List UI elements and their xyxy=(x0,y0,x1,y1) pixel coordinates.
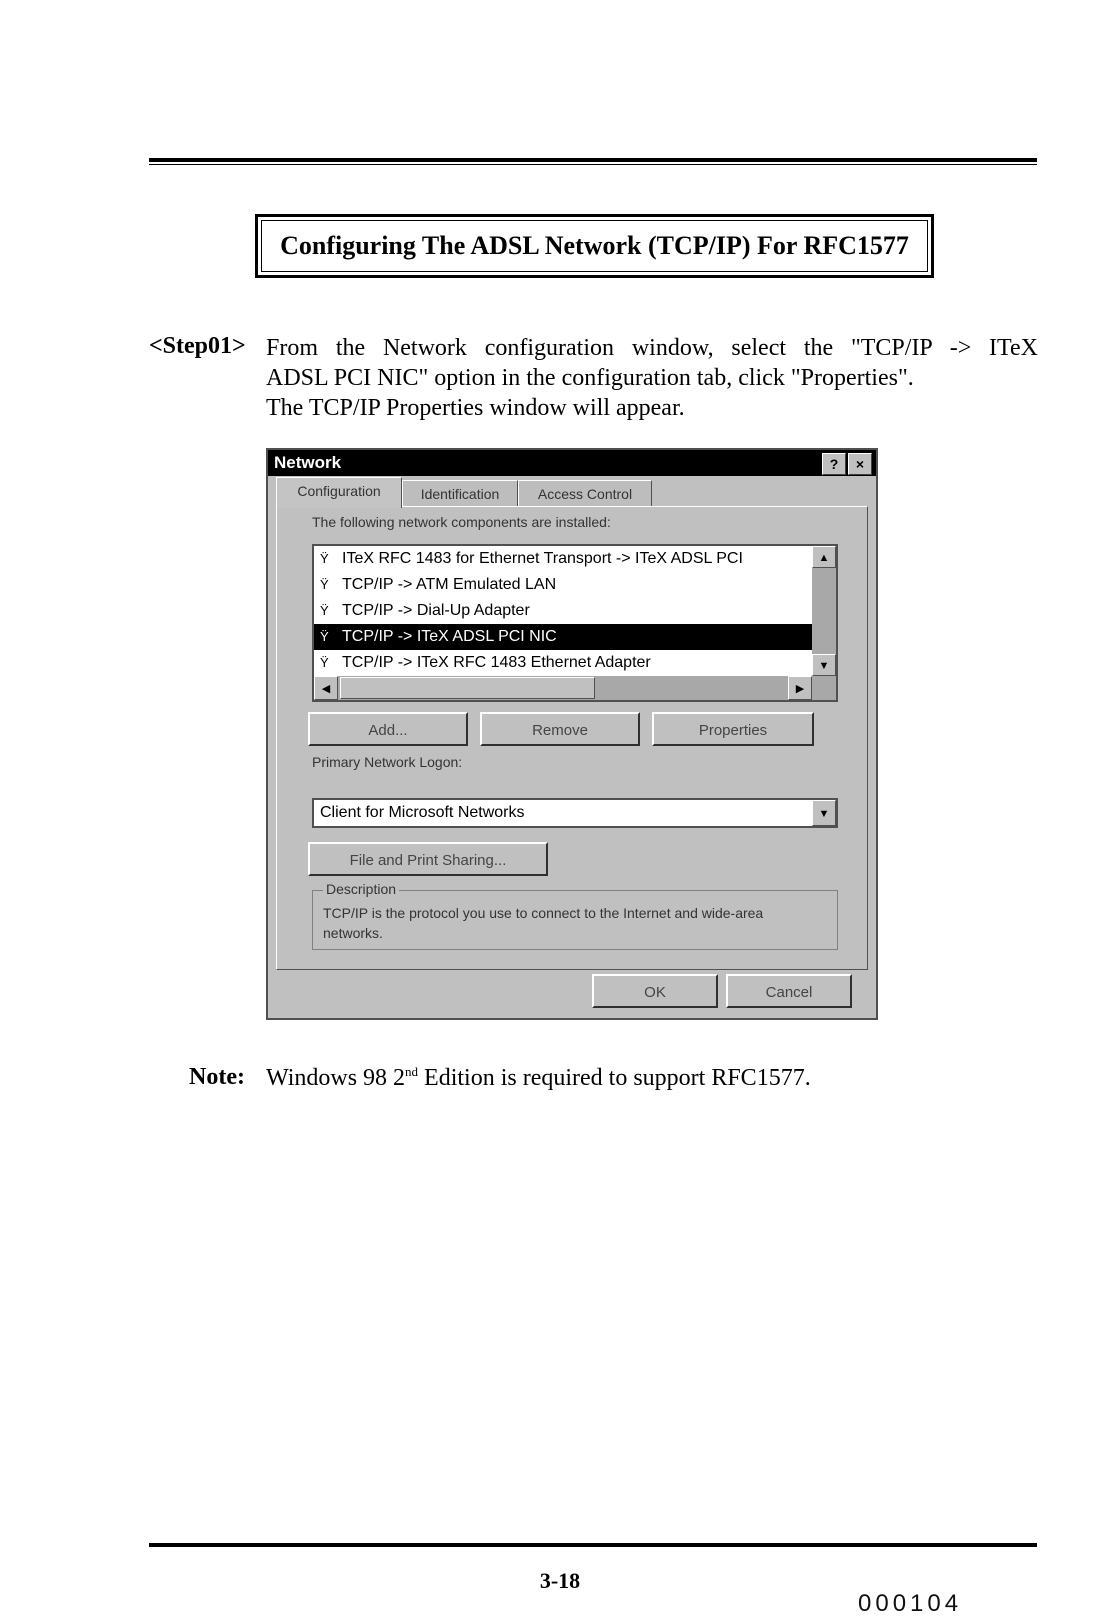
description-text: TCP/IP is the protocol you use to connect to the Internet and wide-area networks. xyxy=(323,905,764,941)
chevron-down-icon[interactable]: ▼ xyxy=(812,800,836,826)
properties-button[interactable]: Properties xyxy=(652,712,814,746)
step-line-1: From the Network configuration window, select the "TCP/IP -> ITeX xyxy=(266,335,1038,361)
section-title: Configuring The ADSL Network (TCP/IP) For RFC1577 xyxy=(261,220,928,272)
components-label: The following network components are installed: xyxy=(312,514,611,530)
dialog-title: Network xyxy=(274,453,342,472)
scroll-left-icon[interactable]: ◀ xyxy=(314,676,338,700)
page-code: 000104 xyxy=(858,1590,963,1617)
step-label: <Step01> xyxy=(149,333,246,359)
primary-logon-value: Client for Microsoft Networks xyxy=(320,804,525,821)
header-rule-thin xyxy=(149,164,1037,165)
add-button[interactable]: Add... xyxy=(308,712,468,746)
horizontal-scrollbar[interactable] xyxy=(314,676,836,700)
step-instructions xyxy=(266,333,1038,423)
scroll-up-icon[interactable]: ▲ xyxy=(812,546,836,568)
header-rule-thick xyxy=(149,158,1037,162)
tab-identification[interactable]: Identification xyxy=(402,480,518,507)
footer-rule xyxy=(149,1543,1037,1547)
components-list[interactable] xyxy=(312,544,838,702)
network-protocol-icon: Ÿ xyxy=(320,603,329,618)
page-number: 3-18 xyxy=(539,1568,581,1593)
primary-logon-select[interactable] xyxy=(312,798,838,828)
file-print-sharing-button[interactable]: File and Print Sharing... xyxy=(308,842,548,876)
scrollbar-thumb[interactable] xyxy=(340,677,595,699)
description-legend: Description xyxy=(323,881,399,897)
list-item[interactable]: Ÿ TCP/IP -> ITeX RFC 1483 Ethernet Adapter xyxy=(314,650,814,676)
logon-label: Primary Network Logon: xyxy=(312,754,463,770)
description-group xyxy=(312,881,838,950)
step-line-3: The TCP/IP Properties window will appear. xyxy=(266,395,685,421)
cancel-button[interactable]: Cancel xyxy=(726,974,852,1008)
network-protocol-icon: Ÿ xyxy=(320,655,329,670)
ok-button[interactable]: OK xyxy=(592,974,718,1008)
section-title-box xyxy=(255,214,934,278)
network-dialog xyxy=(266,448,878,1020)
network-protocol-icon: Ÿ xyxy=(320,577,329,592)
list-item-selected[interactable]: Ÿ TCP/IP -> ITeX ADSL PCI NIC xyxy=(314,624,814,650)
list-item[interactable]: Ÿ TCP/IP -> Dial-Up Adapter xyxy=(314,598,814,624)
vertical-scrollbar[interactable] xyxy=(812,546,836,676)
close-button[interactable]: × xyxy=(848,453,872,475)
list-item[interactable]: Ÿ ITeX RFC 1483 for Ethernet Transport -> ITeX ADSL PCI xyxy=(314,546,814,572)
dialog-titlebar xyxy=(268,450,876,476)
tab-access-control[interactable]: Access Control xyxy=(518,480,652,507)
list-item[interactable]: Ÿ TCP/IP -> ATM Emulated LAN xyxy=(314,572,814,598)
network-protocol-icon: Ÿ xyxy=(320,551,329,566)
note-text: Windows 98 2nd Edition is required to support RFC1577. xyxy=(266,1064,811,1091)
help-button[interactable]: ? xyxy=(822,453,846,475)
scroll-down-icon[interactable]: ▼ xyxy=(812,654,836,676)
scroll-right-icon[interactable]: ▶ xyxy=(788,676,812,700)
step-line-2: ADSL PCI NIC" option in the configuration tab, click "Properties". xyxy=(266,365,914,391)
remove-button[interactable]: Remove xyxy=(480,712,640,746)
tab-configuration[interactable]: Configuration xyxy=(276,477,402,508)
network-protocol-icon: Ÿ xyxy=(320,629,329,644)
superscript-nd: nd xyxy=(405,1064,419,1079)
note-label: Note: xyxy=(189,1064,245,1090)
